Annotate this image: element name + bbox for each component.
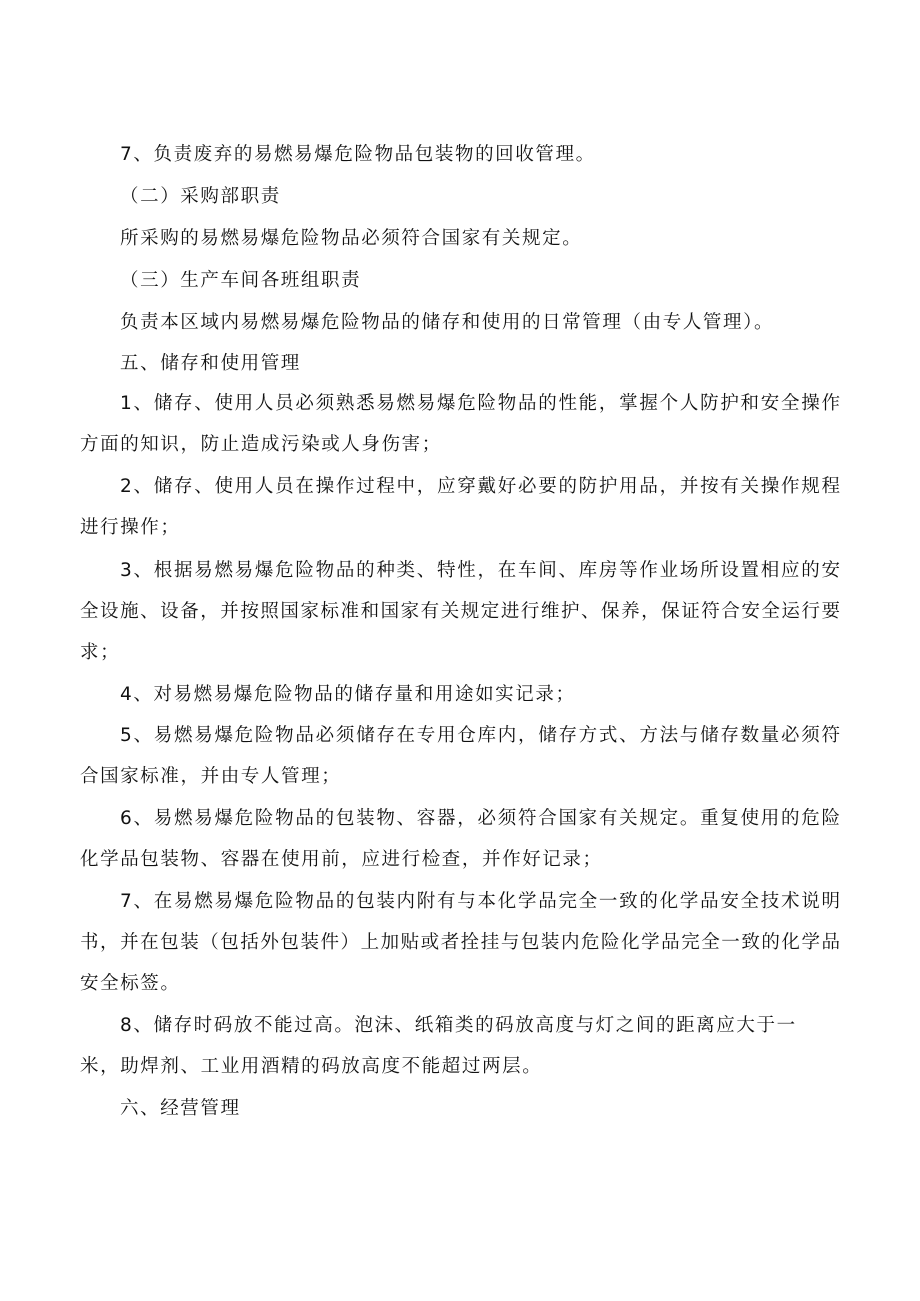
item-1-line-1: 1、储存、使用人员必须熟悉易燃易爆危险物品的性能，掌握个人防护和安全操作: [120, 393, 840, 414]
item-4-text: 4、对易燃易爆危险物品的储存量和用途如实记录；: [120, 684, 576, 705]
item-7-line-3: 安全标签。: [80, 973, 181, 994]
item-6-line-2: 化学品包装物、容器在使用前，应进行检查，并作好记录；: [80, 849, 603, 870]
item-8-line-2: 米，助焊剂、工业用酒精的码放高度不能超过两层。: [80, 1056, 543, 1077]
item-7-waste-packaging: 7、负责废弃的易燃易爆危险物品包装物的回收管理。: [120, 144, 596, 165]
purchasing-duties-text: 所采购的易燃易爆危险物品必须符合国家有关规定。: [120, 228, 583, 249]
item-3-line-3: 求；: [80, 642, 121, 663]
item-7-line-1: 7、在易燃易爆危险物品的包装内附有与本化学品完全一致的化学品安全技术说明: [120, 891, 840, 912]
item-5-line-2: 合国家标准，并由专人管理；: [80, 766, 342, 787]
item-2-line-1: 2、储存、使用人员在操作过程中，应穿戴好必要的防护用品，并按有关操作规程: [120, 476, 840, 497]
item-7-line-2: 书，并在包装（包括外包装件）上加贴或者拴挂与包装内危险化学品完全一致的化学品: [80, 932, 840, 953]
item-2-line-2: 进行操作；: [80, 517, 181, 538]
item-8-line-1: 8、储存时码放不能过高。泡沫、纸箱类的码放高度与灯之间的距离应大于一: [120, 1015, 797, 1036]
item-1-line-2: 方面的知识，防止造成污染或人身伤害；: [80, 434, 442, 455]
item-3-line-2: 全设施、设备，并按照国家标准和国家有关规定进行维护、保养，保证符合安全运行要: [80, 601, 840, 622]
item-6-line-1: 6、易燃易爆危险物品的包装物、容器，必须符合国家有关规定。重复使用的危险: [120, 808, 840, 829]
heading-purchasing-duties: （二）采购部职责: [120, 186, 281, 207]
section-5-heading: 五、储存和使用管理: [120, 353, 301, 374]
workshop-duties-text: 负责本区域内易燃易爆危险物品的储存和使用的日常管理（由专人管理）。: [120, 312, 775, 333]
heading-workshop-duties: （三）生产车间各班组职责: [120, 270, 362, 291]
item-3-line-1: 3、根据易燃易爆危险物品的种类、特性，在车间、库房等作业场所设置相应的安: [120, 560, 840, 581]
item-5-line-1: 5、易燃易爆危险物品必须储存在专用仓库内，储存方式、方法与储存数量必须符: [120, 725, 840, 746]
section-6-heading: 六、经营管理: [120, 1098, 241, 1119]
